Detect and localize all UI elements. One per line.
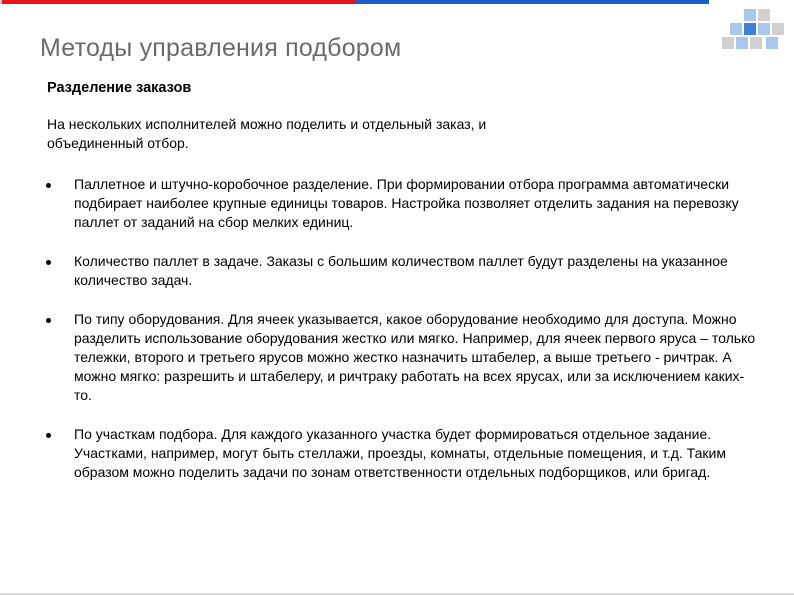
bullet-text: Количество паллет в задаче. Заказы с большим количеством паллет будут разделены на указанное количество задач. xyxy=(74,253,728,288)
bullet-item xyxy=(46,175,756,232)
top-bar-red-segment xyxy=(2,0,355,4)
bullet-dot-icon xyxy=(46,318,51,323)
top-bar-blue-segment xyxy=(355,0,709,4)
bullet-item xyxy=(46,425,756,482)
intro-paragraph: На нескольких исполнителей можно поделить и отдельный заказ, и объединенный отбор. xyxy=(47,116,487,151)
bullet-list xyxy=(46,175,756,502)
bullet-item xyxy=(46,252,756,290)
bullet-dot-icon xyxy=(46,260,51,265)
bullet-dot-icon xyxy=(46,183,51,188)
section-title: Разделение заказов xyxy=(47,80,192,96)
top-accent-bar xyxy=(0,0,794,4)
checkered-squares-logo-icon xyxy=(722,9,794,53)
bullet-text: По типу оборудования. Для ячеек указывается, какое оборудование необходимо для доступа. Можно разделить использование оборудования жестко или мягко. Например, для ячеек первого яруса – только тележки, второго и третьего ярусов можно жестко назначить штабелер, а выше третьего - ричтрак. А можно мягко: разрешить и штабелеру, и ричтраку работать на всех ярусах, или за исключением каких-то. xyxy=(74,311,756,403)
bullet-text: Паллетное и штучно-коробочное разделение. При формировании отбора программа автоматически подбирает наиболее крупные единицы товаров. Настройка позволяет отделить задания на перевозку паллет от заданий на сбор мелких единиц. xyxy=(74,176,739,230)
bullet-dot-icon xyxy=(46,433,51,438)
bullet-text: По участкам подбора. Для каждого указанного участка будет формироваться отдельное задание. Участками, например, могут быть стеллажи, проезды, комнаты, отдельные помещения, и т.д. Таким образом можно поделить задачи по зонам ответственности отдельных подборщиков, или бригад. xyxy=(74,426,726,480)
page-title: Методы управления подбором xyxy=(40,34,402,62)
bullet-item xyxy=(46,310,756,405)
